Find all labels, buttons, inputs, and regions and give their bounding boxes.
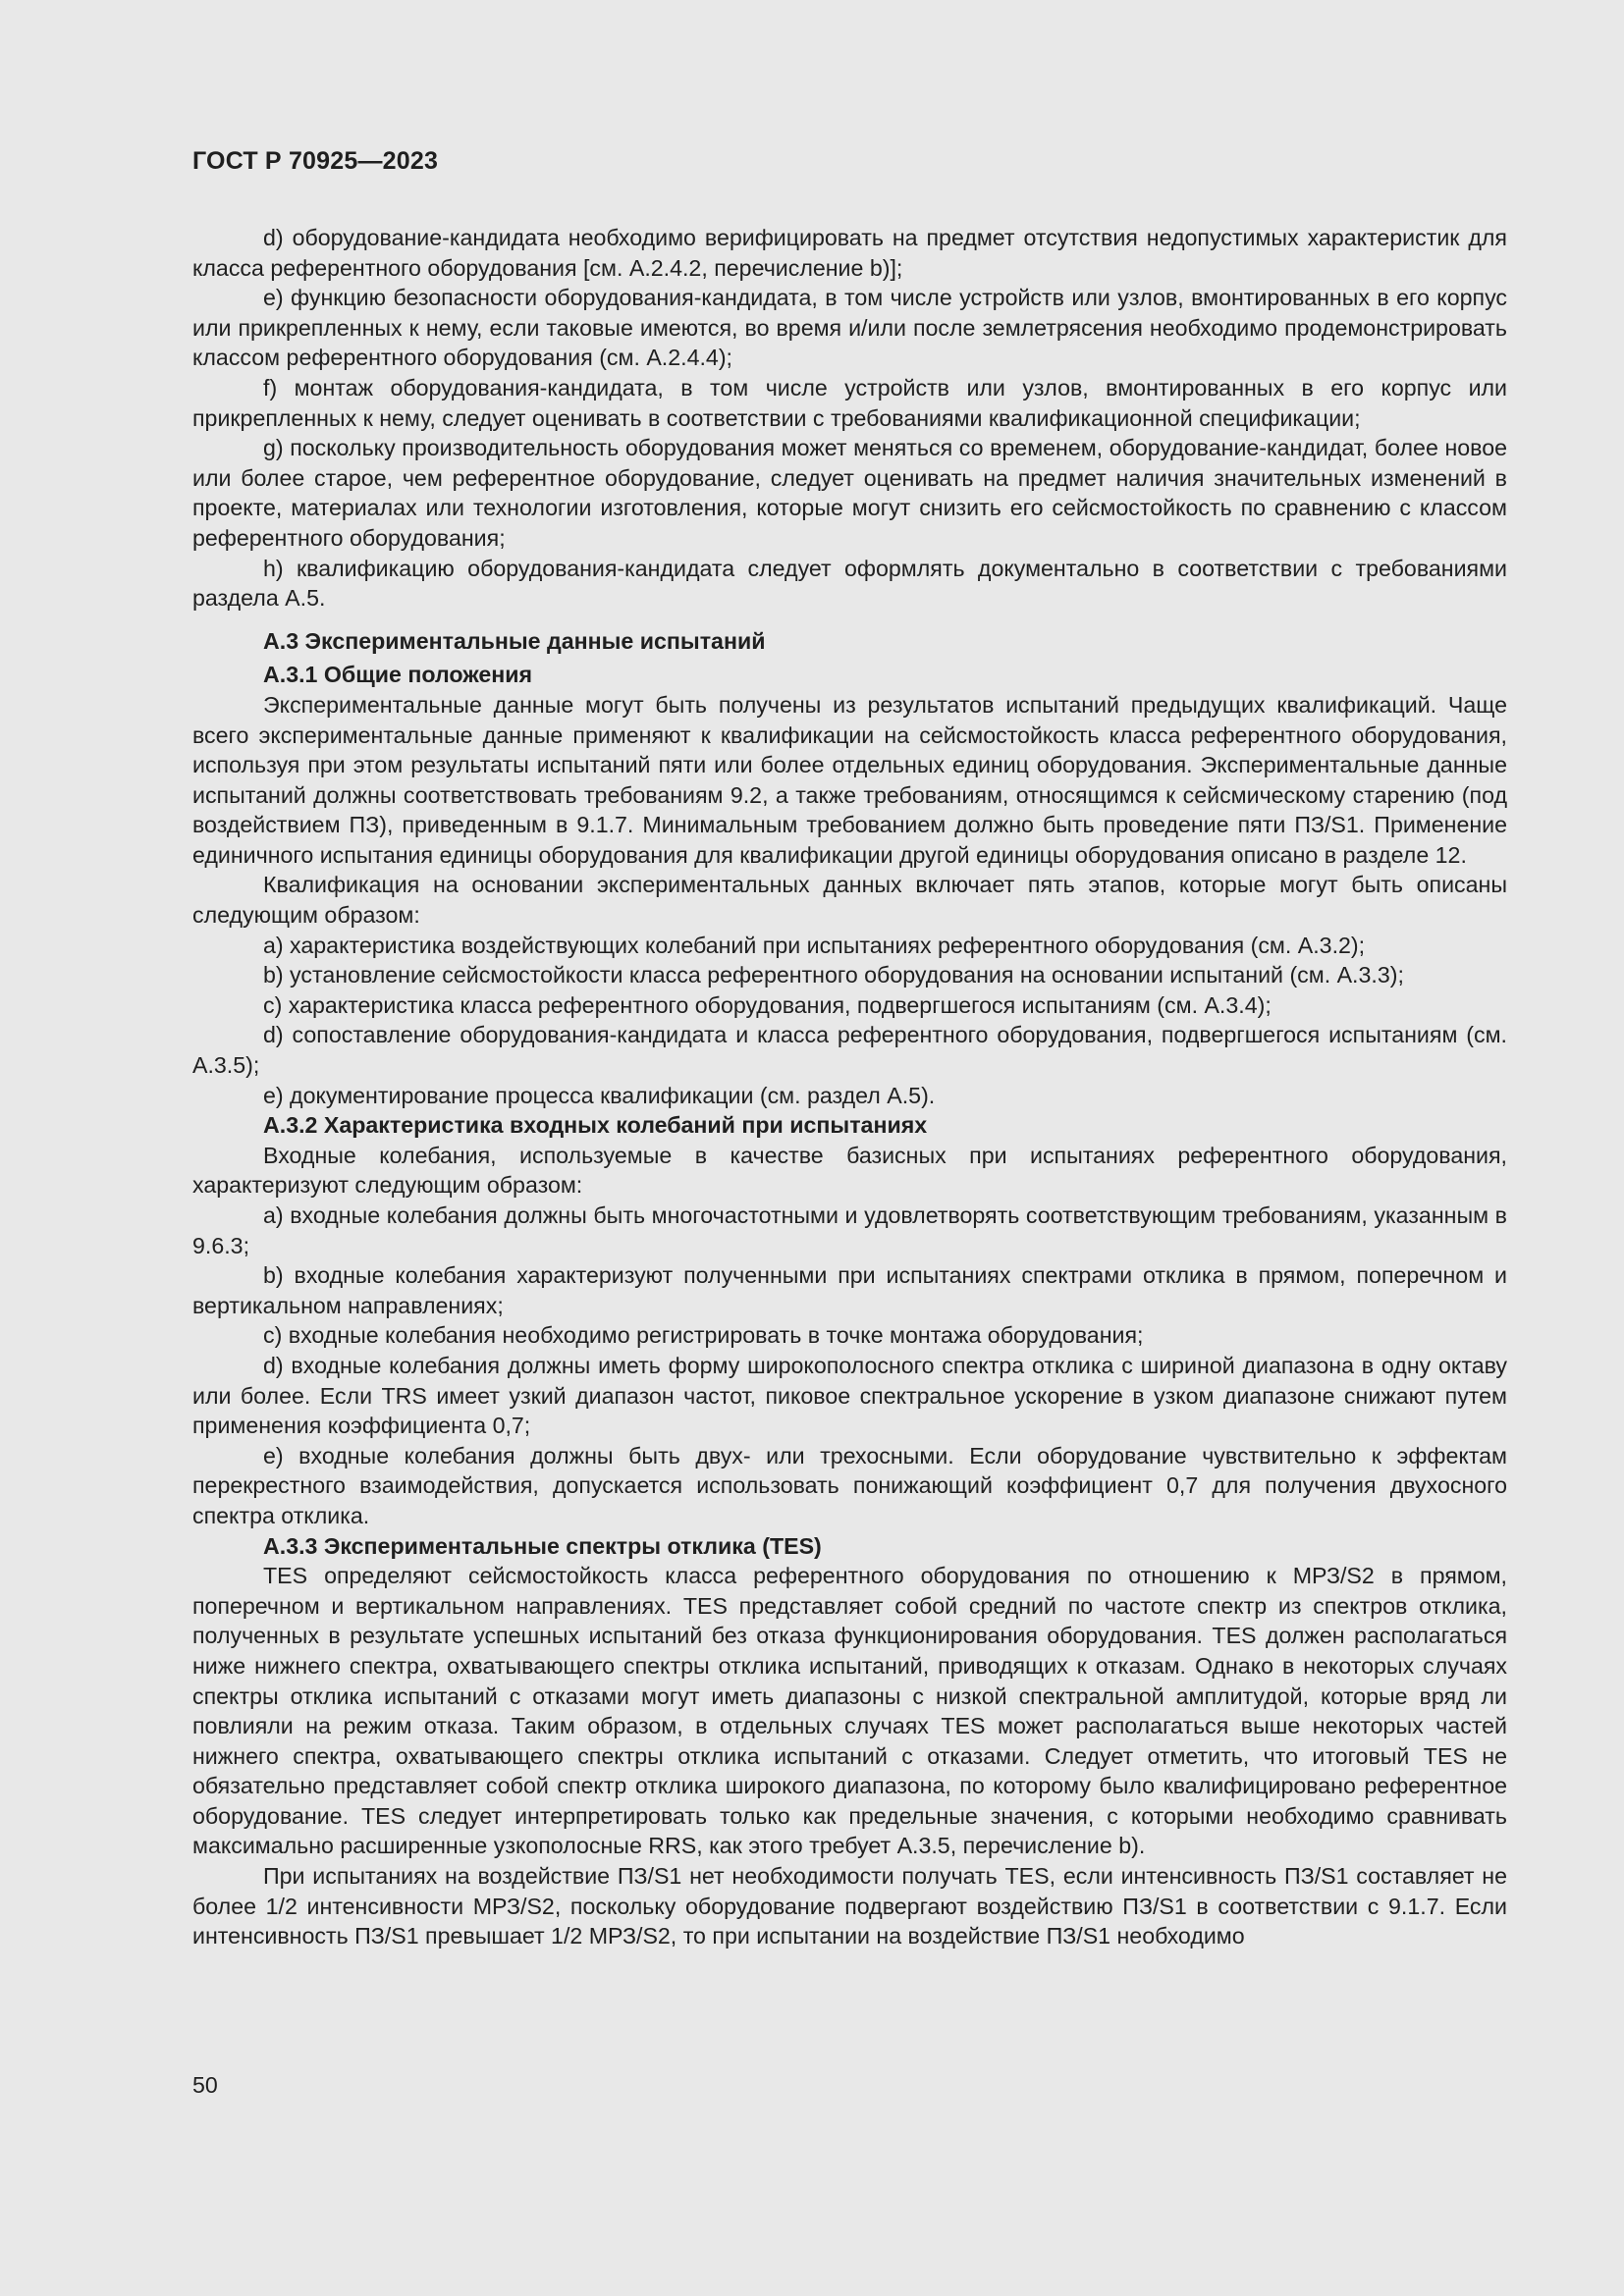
list-item: d) входные колебания должны иметь форму широкополосного спектра отклика с шириной диапазона в одну октаву или более. Если TRS имеет узкий диапазон частот, пиковое спектральное ускорение в узком диапазоне снижают путем применения коэффициента 0,7; bbox=[192, 1352, 1507, 1439]
list-item: b) входные колебания характеризуют полученными при испытаниях спектрами отклика в прямом, поперечном и вертикальном направлениях; bbox=[192, 1262, 1507, 1318]
list-item: e) документирование процесса квалификации (см. раздел А.5). bbox=[263, 1082, 936, 1108]
section-heading-a3: А.3 Экспериментальные данные испытаний bbox=[263, 627, 766, 654]
paragraph: Входные колебания, используемые в качестве базисных при испытаниях референтного оборудования, характеризуют следующим образом: bbox=[192, 1142, 1507, 1199]
list-item: e) входные колебания должны быть двух- или трехосными. Если оборудование чувствительно к эффектам перекрестного взаимодействия, допускается использовать понижающий коэффициент 0,7 для получения двухосного спектра отклика. bbox=[192, 1442, 1507, 1528]
document-body bbox=[192, 223, 1507, 1951]
section-heading-a33: А.3.3 Экспериментальные спектры отклика (TES) bbox=[263, 1532, 822, 1559]
list-item: f) монтаж оборудования-кандидата, в том числе устройств или узлов, вмонтированных в его корпус или прикрепленных к нему, следует оценивать в соответствии с требованиями квалификационной спецификации; bbox=[192, 374, 1507, 431]
section-heading-a31: А.3.1 Общие положения bbox=[263, 662, 533, 688]
list-item: d) оборудование-кандидата необходимо верифицировать на предмет отсутствия недопустимых характеристик для класса референтного оборудования [см. А.2.4.2, перечисление b)]; bbox=[192, 225, 1507, 281]
list-item: e) функцию безопасности оборудования-кандидата, в том числе устройств или узлов, вмонтированных в его корпус или прикрепленных к нему, если таковые имеются, во время и/или после землетрясения необходимо продемонстрировать классом референтного оборудования (см. А.2.4.4); bbox=[192, 285, 1507, 371]
paragraph: TES определяют сейсмостойкость класса референтного оборудования по отношению к МРЗ/S2 в прямом, поперечном и вертикальном направлениях. TES представляет собой средний по частоте спектр из спектров отклика, полученных в результате успешных испытаний без отказа функционирования оборудования. TES должен располагаться ниже нижнего спектра, охватывающего спектры отклика испытаний, приводящих к отказам. Однако в некоторых случаях спектры отклика испытаний с отказами могут иметь диапазоны с низкой спектральной амплитудой, которые вряд ли повлияли на режим отказа. Таким образом, в отдельных случаях TES может располагаться выше некоторых частей нижнего спектра, охватывающего спектры отклика испытаний с отказами. Следует отметить, что итоговый TES не обязательно представляет собой спектр отклика широкого диапазона, по которому было квалифицировано референтное оборудование. TES следует интерпретировать только как предельные значения, с которыми необходимо сравнивать максимально расширенные узкополосные RRS, как этого требует А.3.5, перечисление b). bbox=[192, 1563, 1507, 1859]
list-item: g) поскольку производительность оборудования может меняться со временем, оборудование-кандидат, более новое или более старое, чем референтное оборудование, следует оценивать на предмет наличия значительных изменений в проекте, материалах или технологии изготовления, которые могут снизить его сейсмостойкость по сравнению с классом референтного оборудования; bbox=[192, 435, 1507, 551]
section-heading-a32: А.3.2 Характеристика входных колебаний при испытаниях bbox=[263, 1112, 928, 1139]
list-item: c) входные колебания необходимо регистрировать в точке монтажа оборудования; bbox=[263, 1322, 1144, 1349]
paragraph: При испытаниях на воздействие ПЗ/S1 нет необходимости получать TES, если интенсивность ПЗ/S1 составляет не более 1/2 интенсивности МРЗ/S2, поскольку оборудование подвергают воздействию ПЗ/S1 в соответствии с 9.1.7. Если интенсивность ПЗ/S1 превышает 1/2 МРЗ/S2, то при испытании на воздействие ПЗ/S1 необходимо bbox=[192, 1863, 1507, 1949]
list-item: c) характеристика класса референтного оборудования, подвергшегося испытаниям (см. А.3.4); bbox=[263, 991, 1272, 1018]
paragraph: Экспериментальные данные могут быть получены из результатов испытаний предыдущих квалификаций. Чаще всего экспериментальные данные применяют к квалификации на сейсмостойкость класса референтного оборудования, используя при этом результаты испытаний пяти или более отдельных единиц оборудования. Экспериментальные данные испытаний должны соответствовать требованиям 9.2, а также требованиям, относящимся к сейсмическому старению (под воздействием ПЗ), приведенным в 9.1.7. Минимальным требованием должно быть проведение пяти ПЗ/S1. Применение единичного испытания единицы оборудования для квалификации другой единицы оборудования описано в разделе 12. bbox=[192, 691, 1507, 868]
list-item: a) входные колебания должны быть многочастотными и удовлетворять соответствующим требованиям, указанным в 9.6.3; bbox=[192, 1202, 1507, 1258]
paragraph: Квалификация на основании экспериментальных данных включает пять этапов, которые могут быть описаны следующим образом: bbox=[192, 872, 1507, 929]
list-item: b) установление сейсмостойкости класса референтного оборудования на основании испытаний (см. А.3.3); bbox=[263, 962, 1404, 988]
document-code: ГОСТ Р 70925—2023 bbox=[192, 147, 439, 175]
list-item: d) сопоставление оборудования-кандидата и класса референтного оборудования, подвергшегося испытаниям (см. А.3.5); bbox=[192, 1022, 1507, 1079]
page-number: 50 bbox=[192, 2072, 218, 2098]
list-item: h) квалификацию оборудования-кандидата следует оформлять документально в соответствии с требованиями раздела А.5. bbox=[192, 555, 1507, 612]
list-item: a) характеристика воздействующих колебаний при испытаниях референтного оборудования (см. А.3.2); bbox=[263, 932, 1366, 958]
